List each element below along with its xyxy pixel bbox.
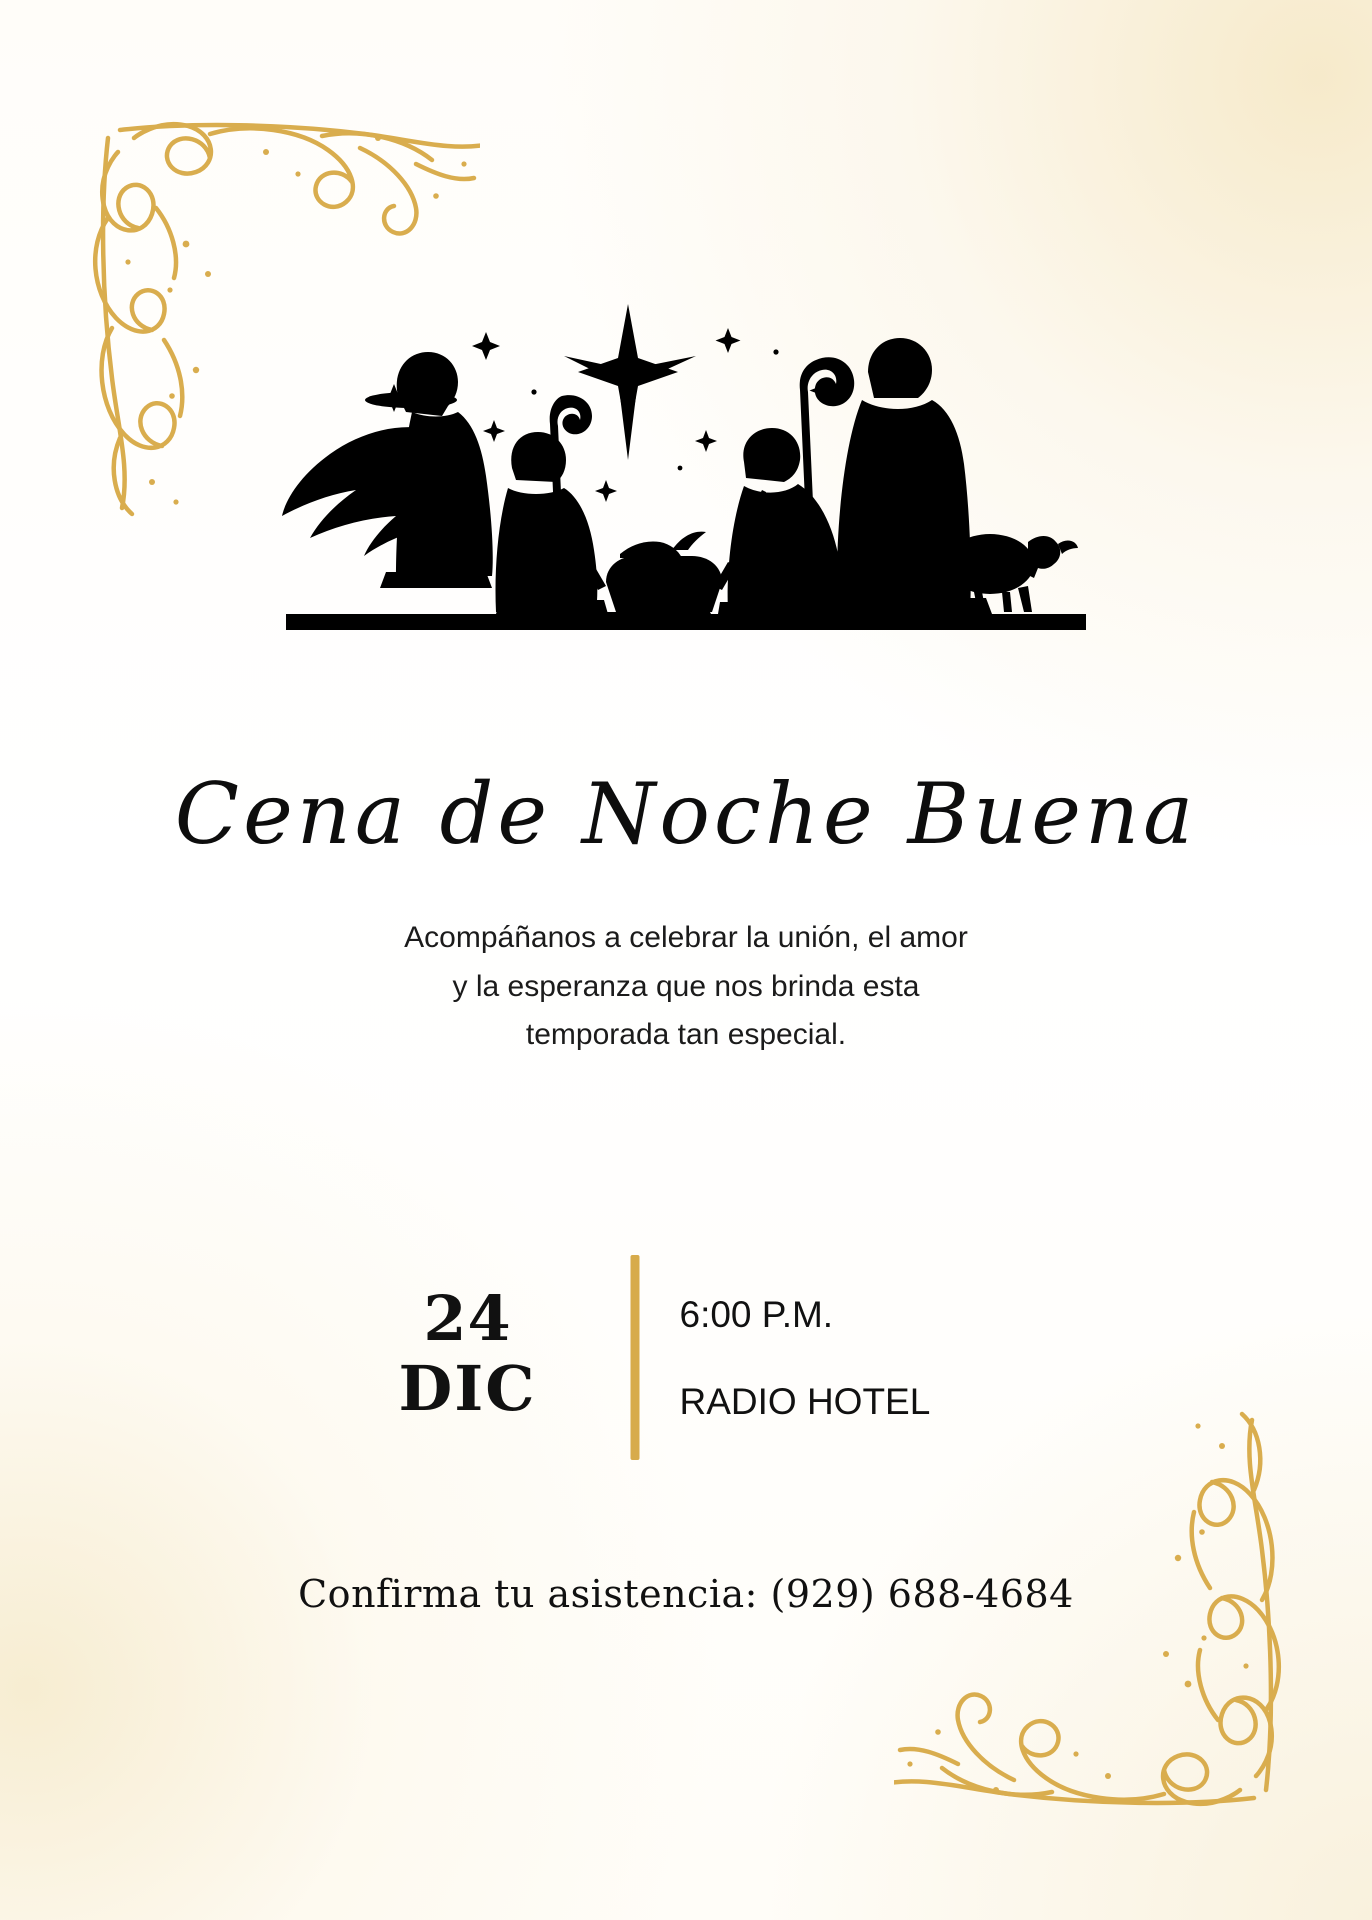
vertical-divider bbox=[631, 1255, 640, 1460]
event-time-venue bbox=[640, 1293, 1010, 1422]
event-venue: RADIO HOTEL bbox=[679, 1380, 931, 1422]
subtitle-line-1: Acompáñanos a celebrar la unión, el amor bbox=[404, 921, 968, 955]
angel-figure-icon bbox=[282, 352, 493, 588]
event-details bbox=[363, 1255, 1010, 1460]
mary-figure-icon bbox=[718, 428, 856, 614]
subtitle-line-2: y la esperanza que nos brinda esta bbox=[452, 969, 920, 1003]
gold-flourish-bottom-right-icon bbox=[894, 1410, 1314, 1850]
page-title: Cena de Noche Buena bbox=[174, 765, 1198, 863]
event-date bbox=[363, 1281, 631, 1428]
shepherd-kneeling-figure-icon bbox=[496, 395, 609, 614]
subtitle-line-3: temporada tan especial. bbox=[525, 1018, 847, 1052]
rsvp-line: Confirma tu asistencia: (929) 688-4684 bbox=[298, 1572, 1074, 1616]
invitation-text-block bbox=[0, 765, 1372, 1060]
event-date-month: DIC bbox=[398, 1351, 537, 1425]
ground-line bbox=[286, 614, 1086, 630]
event-time: 6:00 P.M. bbox=[679, 1293, 834, 1335]
event-date-day: 24 bbox=[423, 1281, 512, 1355]
star-of-bethlehem-icon bbox=[564, 304, 696, 460]
nativity-scene-illustration bbox=[276, 300, 1096, 660]
invitation-subtitle bbox=[316, 914, 1056, 1060]
